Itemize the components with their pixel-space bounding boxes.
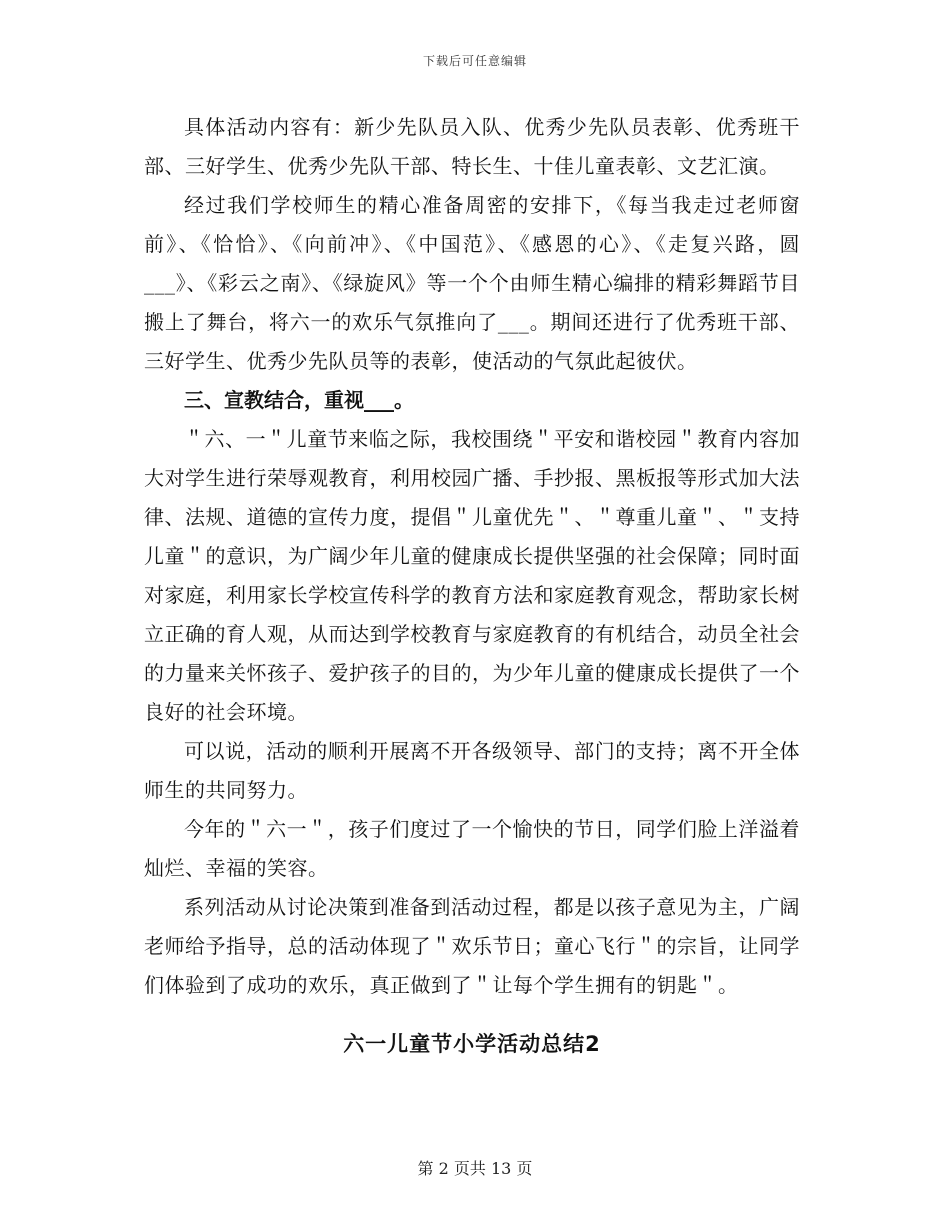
section-heading: 三、宣教结合，重视___。 xyxy=(184,388,414,412)
paragraph-education: ＂六、一＂儿童节来临之际，我校围绕＂平安和谐校园＂教育内容加大对学生进行荣辱观教育，利用校园广播、手抄报、黑板报等形式加大法律、法规、道德的宣传力度，提倡＂儿童优先＂、＂尊重儿童＂、＂支持儿童＂的意识，为广阔少年儿童的健康成长提供坚强的社会保障；同时面对家庭，利用家长学校宣传科学的教育方法和家庭教育观念，帮助家长树立正确的育人观，从而达到学校教育与家庭教育的有机结合，动员全社会的力量来关怀孩子、爱护孩子的目的，为少年儿童的健康成长提供了一个良好的社会环境。 xyxy=(144,427,800,724)
page-number: 第 2 页共 13 页 xyxy=(417,1159,533,1178)
paragraph-festival: 今年的＂六一＂，孩子们度过了一个愉快的节日，同学们脸上洋溢着灿烂、幸福的笑容。 xyxy=(144,817,800,880)
paragraph-support: 可以说，活动的顺利开展离不开各级领导、部门的支持；离不开全体师生的共同努力。 xyxy=(144,739,800,802)
document-body xyxy=(144,108,800,1064)
next-document-title: 六一儿童节小学活动总结2 xyxy=(343,1032,601,1056)
header-note: 下载后可任意编辑 xyxy=(422,54,527,68)
paragraph-activity-contents: 具体活动内容有：新少先队员入队、优秀少先队员表彰、优秀班干部、三好学生、优秀少先队干部、特长生、十佳儿童表彰、文艺汇演。 xyxy=(144,115,800,178)
paragraph-summary: 系列活动从讨论决策到准备到活动过程，都是以孩子意见为主，广阔老师给予指导，总的活动体现了＂欢乐节日；童心飞行＂的宗旨，让同学们体验到了成功的欢乐，真正做到了＂让每个学生拥有的钥匙＂。 xyxy=(144,895,800,997)
paragraph-performances: 经过我们学校师生的精心准备周密的安排下，《每当我走过老师窗前》、《恰恰》、《向前冲》、《中国范》、《感恩的心》、《走复兴路，圆___》、《彩云之南》、《绿旋风》等一个个由师生精心编排的精彩舞蹈节目搬上了舞台，将六一的欢乐气氛推向了___。期间还进行了优秀班干部、三好学生、优秀少先队员等的表彰，使活动的气氛此起彼伏。 xyxy=(144,193,800,373)
